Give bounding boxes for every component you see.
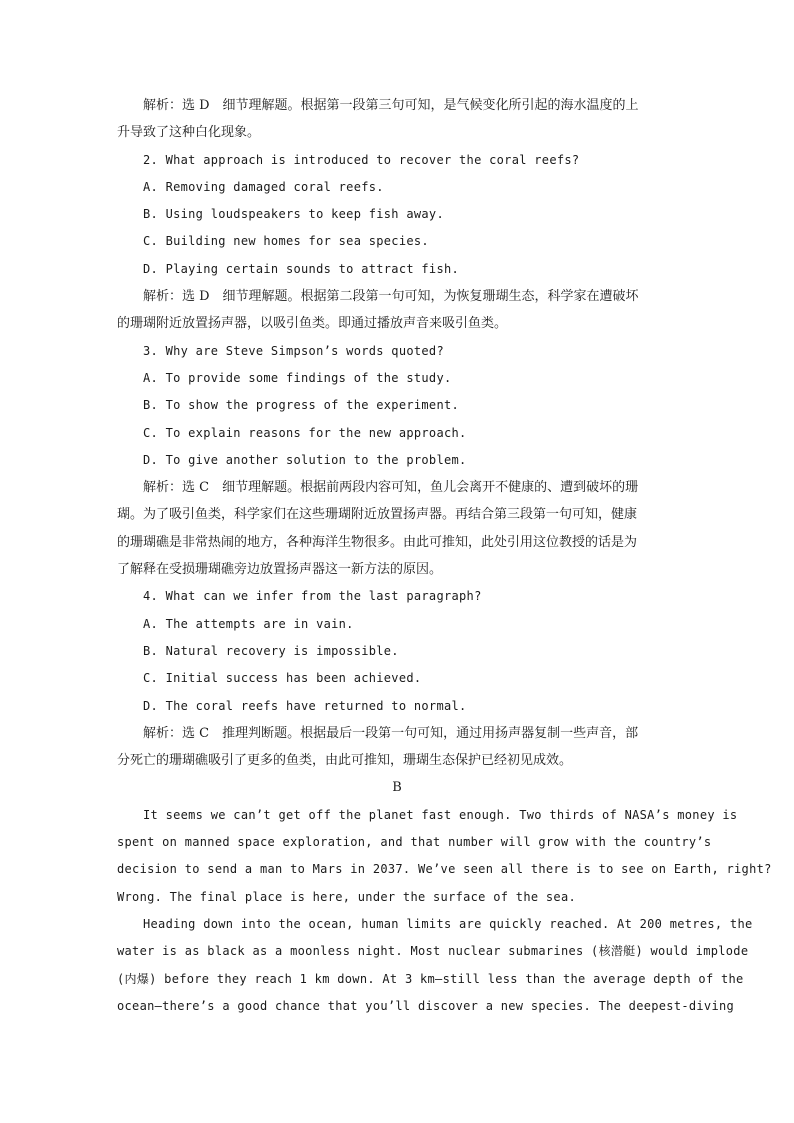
- q4-analysis-line: 分死亡的珊瑚礁吸引了更多的鱼类，由此可推知，珊瑚生态保护已经初见成效。: [117, 753, 573, 769]
- q2-option-b: B. Using loudspeakers to keep fish away.: [143, 207, 444, 222]
- q4-option-d: D. The coral reefs have returned to normal.: [143, 698, 467, 713]
- passage-line: (内爆) before they reach 1 km down. At 3 km—still less than the average depth of the: [117, 971, 744, 986]
- q3-option-d: D. To give another solution to the problem.: [143, 452, 467, 467]
- passage-line: Wrong. The final place is here, under the surface of the sea.: [117, 889, 577, 904]
- q2-analysis-line: 解析：选 D 细节理解题。根据第二段第一句可知，为恢复珊瑚生态，科学家在遭破坏: [143, 289, 639, 305]
- document-page: [117, 92, 772, 1020]
- q2-analysis-line: 的珊瑚附近放置扬声器，以吸引鱼类。即通过播放声音来吸引鱼类。: [117, 316, 508, 332]
- section-heading: B: [392, 780, 402, 796]
- q2-option-d: D. Playing certain sounds to attract fish.: [143, 261, 460, 276]
- passage-line: spent on manned space exploration, and that number will grow with the country’s: [117, 835, 712, 850]
- q3-analysis-line: 的珊瑚礁是非常热闹的地方，各种海洋生物很多。由此可推知，此处引用这位教授的话是为: [117, 534, 638, 550]
- passage-line: water is as black as a moonless night. Most nuclear submarines (核潜艇) would implode: [117, 944, 749, 959]
- passage-line: decision to send a man to Mars in 2037. We’ve seen all there is to see on Earth, right?: [117, 862, 772, 877]
- q1-analysis-line: 升导致了这种白化现象。: [117, 125, 261, 141]
- q3-question: 3. Why are Steve Simpson’s words quoted?: [143, 343, 444, 358]
- q3-option-c: C. To explain reasons for the new approach.: [143, 425, 467, 440]
- q1-analysis-line: 解析：选 D 细节理解题。根据第一段第三句可知，是气候变化所引起的海水温度的上: [143, 98, 639, 113]
- q4-option-a: A. The attempts are in vain.: [143, 616, 354, 631]
- q3-analysis-line: 了解释在受损珊瑚礁旁边放置扬声器这一新方法的原因。: [117, 562, 443, 578]
- q2-question: 2. What approach is introduced to recover the coral reefs?: [143, 152, 580, 167]
- q4-option-c: C. Initial success has been achieved.: [143, 671, 422, 686]
- passage-line: It seems we can’t get off the planet fast enough. Two thirds of NASA’s money is: [143, 807, 738, 822]
- q2-option-a: A. Removing damaged coral reefs.: [143, 179, 384, 194]
- q3-analysis-line: 解析：选 C 细节理解题。根据前两段内容可知，鱼儿会离开不健康的、遭到破坏的珊: [143, 480, 639, 496]
- q3-option-b: B. To show the progress of the experiment.: [143, 398, 460, 413]
- passage-line: Heading down into the ocean, human limits are quickly reached. At 200 metres, the: [143, 916, 753, 931]
- q3-analysis-line: 瑚。为了吸引鱼类，科学家们在这些珊瑚附近放置扬声器。再结合第三段第一句可知，健康: [117, 507, 638, 523]
- q2-option-c: C. Building new homes for sea species.: [143, 234, 429, 249]
- q4-option-b: B. Natural recovery is impossible.: [143, 643, 399, 658]
- q4-question: 4. What can we infer from the last paragraph?: [143, 589, 482, 604]
- passage-line: ocean—there’s a good chance that you’ll discover a new species. The deepest-diving: [117, 998, 735, 1013]
- q3-option-a: A. To provide some findings of the study.: [143, 370, 452, 385]
- q4-analysis-line: 解析：选 C 推理判断题。根据最后一段第一句可知，通过用扬声器复制一些声音，部: [143, 725, 639, 741]
